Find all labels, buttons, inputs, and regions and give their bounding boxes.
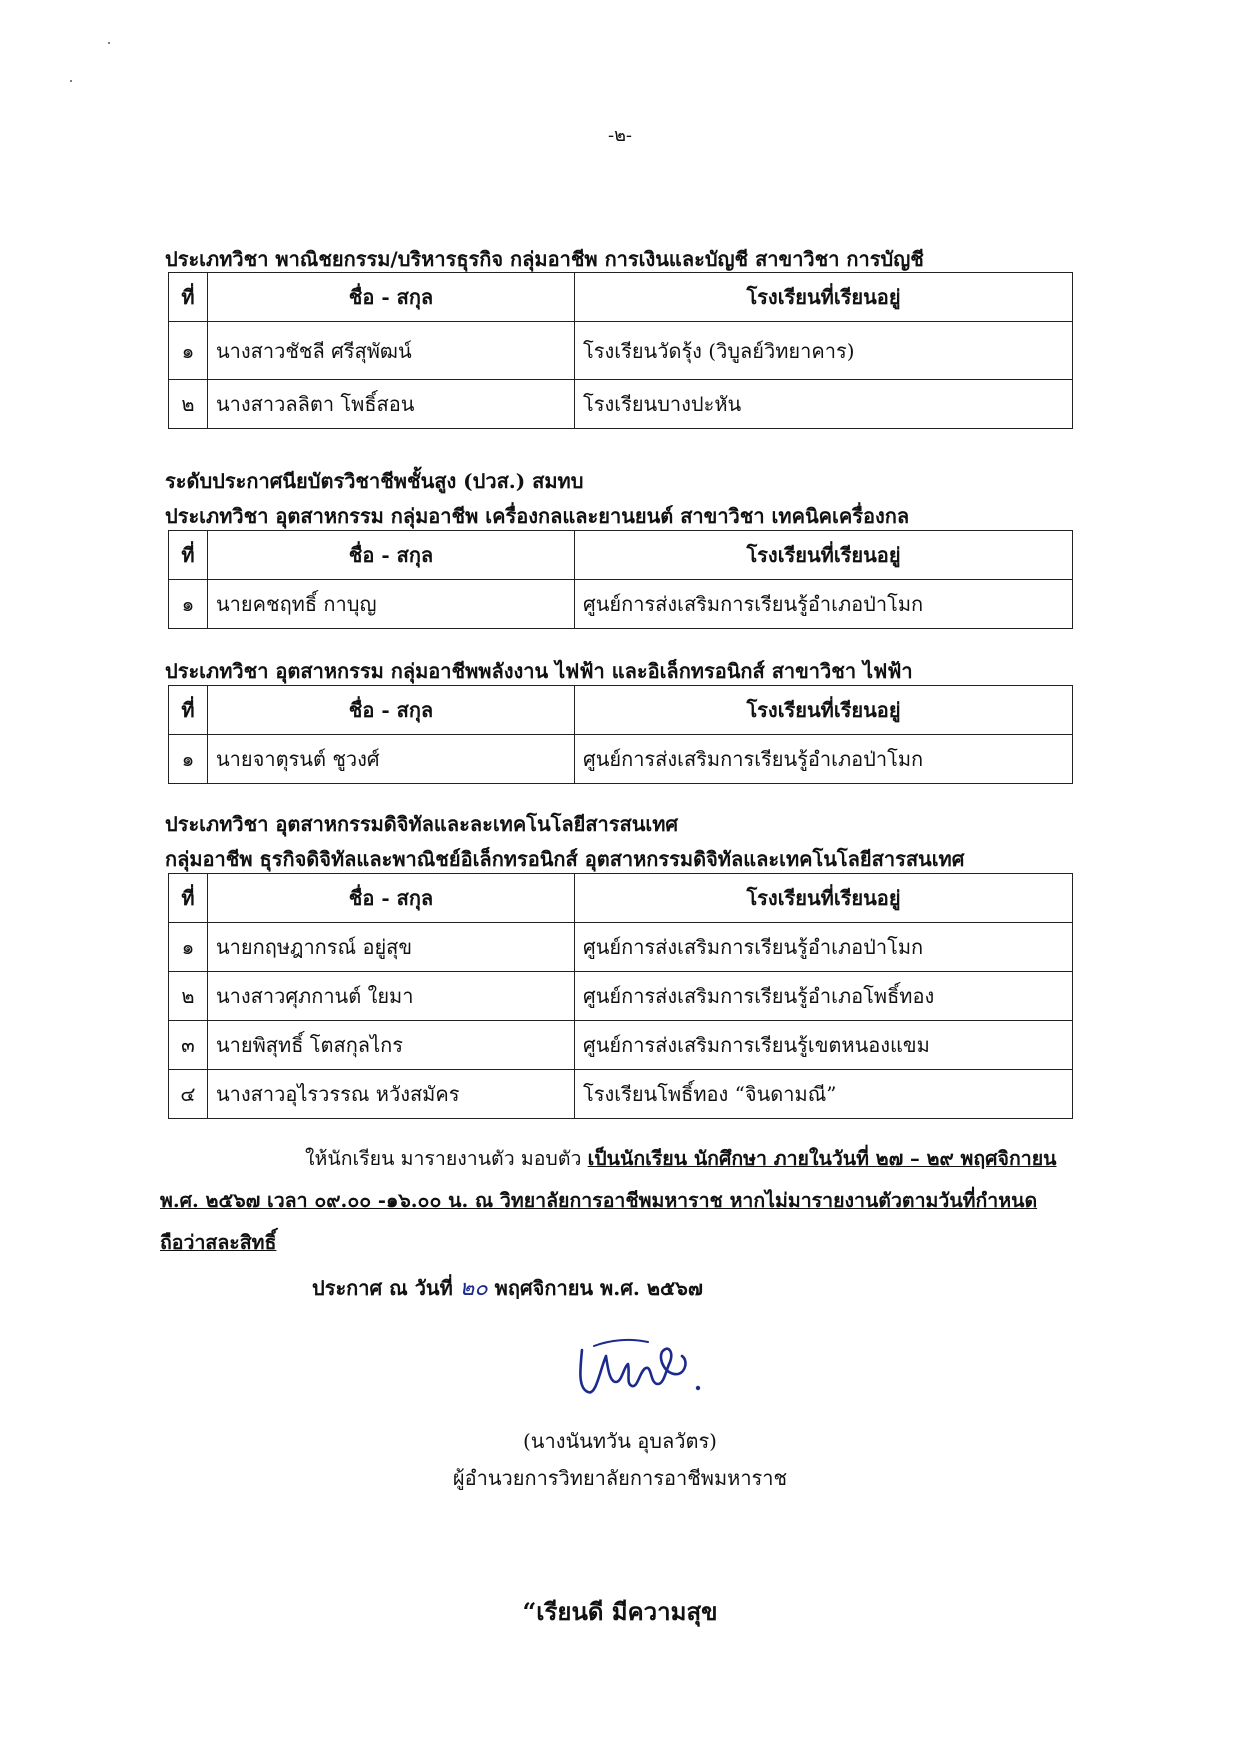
table-row <box>169 580 1073 629</box>
school-name: โรงเรียนบางปะหัน <box>575 380 1073 429</box>
column-header-school: โรงเรียนที่เรียนอยู่ <box>575 874 1073 923</box>
student-name: นายจาตุรนต์ ชูวงศ์ <box>208 735 575 784</box>
column-header-no: ที่ <box>169 686 208 735</box>
row-number: ๑ <box>169 735 208 784</box>
scan-speck <box>108 42 110 44</box>
announcement-suffix: พฤศจิกายน พ.ศ. ๒๕๖๗ <box>494 1276 703 1300</box>
table-row <box>169 1021 1073 1070</box>
section-heading: ประเภทวิชา อุตสาหกรรม กลุ่มอาชีพ เครื่องกลและยานยนต์ สาขาวิชา เทคนิคเครื่องกล <box>165 504 910 528</box>
student-name: นายคชฤทธิ์ กาบุญ <box>208 580 575 629</box>
notice-intro: ให้นักเรียน มารายงานตัว มอบตัว <box>305 1147 588 1170</box>
section-heading: ประเภทวิชา อุตสาหกรรม กลุ่มอาชีพพลังงาน ไฟฟ้า และอิเล็กทรอนิกส์ สาขาวิชา ไฟฟ้า <box>165 659 913 683</box>
table-row <box>169 1070 1073 1119</box>
table-row <box>169 322 1073 380</box>
school-name: ศูนย์การส่งเสริมการเรียนรู้อำเภอป่าโมก <box>575 923 1073 972</box>
reporting-notice <box>160 1138 1080 1264</box>
school-name: ศูนย์การส่งเสริมการเรียนรู้อำเภอป่าโมก <box>575 580 1073 629</box>
row-number: ๓ <box>169 1021 208 1070</box>
row-number: ๒ <box>169 380 208 429</box>
student-table <box>168 530 1073 629</box>
school-name: โรงเรียนโพธิ์ทอง “จินดามณี” <box>575 1070 1073 1119</box>
column-header-school: โรงเรียนที่เรียนอยู่ <box>575 531 1073 580</box>
column-header-name: ชื่อ - สกุล <box>208 686 575 735</box>
motto: “เรียนดี มีความสุข <box>522 1597 718 1626</box>
table-row <box>169 972 1073 1021</box>
table-row <box>169 735 1073 784</box>
student-name: นายพิสุทธิ์ โตสกุลไกร <box>208 1021 575 1070</box>
school-name: โรงเรียนวัดรุ้ง (วิบูลย์วิทยาคาร) <box>575 322 1073 380</box>
column-header-no: ที่ <box>169 273 208 322</box>
row-number: ๔ <box>169 1070 208 1119</box>
table-header-row <box>169 273 1073 322</box>
row-number: ๑ <box>169 923 208 972</box>
signer-name: (นางนันทวัน อุบลวัตร) <box>523 1429 717 1453</box>
student-table <box>168 685 1073 784</box>
student-name: นางสาวชัชลี ศรีสุพัฒน์ <box>208 322 575 380</box>
section-heading: ประเภทวิชา พาณิชยกรรม/บริหารธุรกิจ กลุ่มอาชีพ การเงินและบัญชี สาขาวิชา การบัญชี <box>165 247 924 271</box>
table-row <box>169 923 1073 972</box>
row-number: ๑ <box>169 322 208 380</box>
student-name: นางสาวอุไรวรรณ หวังสมัคร <box>208 1070 575 1119</box>
table-header-row <box>169 874 1073 923</box>
school-name: ศูนย์การส่งเสริมการเรียนรู้เขตหนองแขม <box>575 1021 1073 1070</box>
signer-title: ผู้อำนวยการวิทยาลัยการอาชีพมหาราช <box>452 1466 788 1490</box>
table-header-row <box>169 686 1073 735</box>
notice-deadline: เป็นนักเรียน นักศึกษา ภายในวันที่ ๒๗ – ๒๙ พฤศจิกายน พ.ศ. ๒๕๖๗ เวลา ๐๙.๐๐ -๑๖.๐๐ น. ณ วิทยาลัยการอาชีพมหาราช หากไม่มารายงานตัวตามวันที่กำหนด ถือว่าสละสิทธิ์ <box>160 1147 1057 1254</box>
handwritten-day: ๒๐ <box>459 1276 488 1301</box>
column-header-no: ที่ <box>169 874 208 923</box>
page-number: -๒- <box>607 125 633 146</box>
section-subheading: กลุ่มอาชีพ ธุรกิจดิจิทัลและพาณิชย์อิเล็กทรอนิกส์ อุตสาหกรรมดิจิทัลและเทคโนโลยีสารสนเทศ <box>165 847 965 871</box>
school-name: ศูนย์การส่งเสริมการเรียนรู้อำเภอป่าโมก <box>575 735 1073 784</box>
level-heading: ระดับประกาศนียบัตรวิชาชีพชั้นสูง (ปวส.) สมทบ <box>165 469 584 493</box>
section-heading: ประเภทวิชา อุตสาหกรรมดิจิทัลและละเทคโนโลยีสารสนเทศ <box>165 812 679 836</box>
student-name: นางสาวลลิตา โพธิ์สอน <box>208 380 575 429</box>
student-table <box>168 873 1073 1119</box>
row-number: ๒ <box>169 972 208 1021</box>
column-header-name: ชื่อ - สกุล <box>208 531 575 580</box>
student-name: นางสาวศุภกานต์ ใยมา <box>208 972 575 1021</box>
column-header-name: ชื่อ - สกุล <box>208 874 575 923</box>
student-name: นายกฤษฎากรณ์ อยู่สุข <box>208 923 575 972</box>
scan-speck <box>70 80 72 82</box>
announcement-date <box>312 1270 703 1305</box>
table-row <box>169 380 1073 429</box>
column-header-no: ที่ <box>169 531 208 580</box>
column-header-name: ชื่อ - สกุล <box>208 273 575 322</box>
student-table <box>168 272 1073 429</box>
row-number: ๑ <box>169 580 208 629</box>
column-header-school: โรงเรียนที่เรียนอยู่ <box>575 273 1073 322</box>
announcement-prefix: ประกาศ ณ วันที่ <box>312 1276 453 1300</box>
school-name: ศูนย์การส่งเสริมการเรียนรู้อำเภอโพธิ์ทอง <box>575 972 1073 1021</box>
column-header-school: โรงเรียนที่เรียนอยู่ <box>575 686 1073 735</box>
signature-image <box>570 1330 720 1410</box>
table-header-row <box>169 531 1073 580</box>
